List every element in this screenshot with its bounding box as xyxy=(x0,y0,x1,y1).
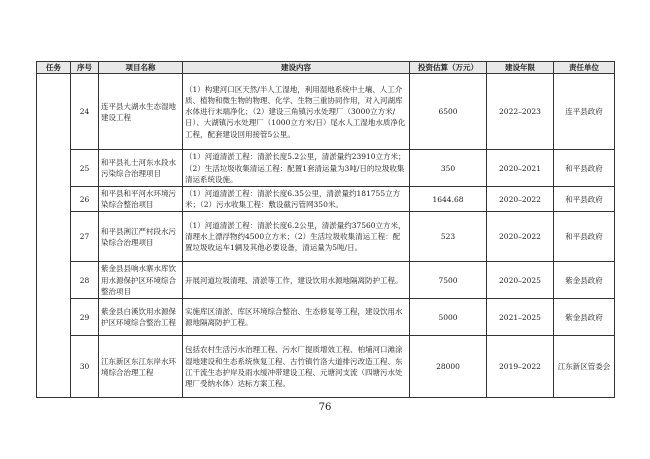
row-content: （1）河道清淤工程：清淤长度6.35公里，清淤量约181755立方米；（2）污水收集工程：敷设截污管网350米。 xyxy=(183,187,410,212)
row-content: （1）河道清淤工程：清淤长度6.2公里，清淤量约37560立方米，清理水上漂浮物约4500立方米；（2）生活垃圾收集清运工程：配置垃圾收运车1辆及其他必要设备，清运量为5吨/日。 xyxy=(183,212,410,262)
row-invest: 350 xyxy=(410,150,487,187)
table-row xyxy=(37,187,615,212)
page-number: 76 xyxy=(318,402,332,413)
row-content: 包括农村生活污水治理工程、污水厂提质增效工程、柏埔河口滩涂湿地建设和生态系统恢复工程、古竹镇竹洛大道排污改造工程、东江干流生态护岸及雨水缓冲带建设工程、元塘河支流（四塘污水处理厂受纳水体）达标方案工程。 xyxy=(183,336,410,398)
row-years: 2019–2022 xyxy=(487,336,554,398)
row-no: 26 xyxy=(71,187,99,212)
task-cell xyxy=(37,74,71,398)
row-no: 28 xyxy=(71,262,99,299)
header-content: 建设内容 xyxy=(183,62,410,74)
row-unit: 和平县政府 xyxy=(554,187,615,212)
row-name: 连平县大湖水生态湿地建设工程 xyxy=(99,74,183,150)
header-no: 序号 xyxy=(71,62,99,74)
row-years: 2021–2025 xyxy=(487,299,554,336)
row-years: 2020–2022 xyxy=(487,212,554,262)
table-row xyxy=(37,262,615,299)
header-name: 项目名称 xyxy=(99,62,183,74)
row-name: 江东新区东江东岸水环境综合治理工程 xyxy=(99,336,183,398)
row-invest: 6500 xyxy=(410,74,487,150)
row-unit: 连平县政府 xyxy=(554,74,615,150)
project-table xyxy=(36,61,615,398)
row-invest: 7500 xyxy=(410,262,487,299)
row-years: 2020–2025 xyxy=(487,262,554,299)
row-invest: 5000 xyxy=(410,299,487,336)
header-task: 任务 xyxy=(37,62,71,74)
row-years: 2022–2023 xyxy=(487,74,554,150)
row-invest: 28000 xyxy=(410,336,487,398)
table-row xyxy=(37,74,615,150)
table-row xyxy=(37,336,615,398)
row-no: 25 xyxy=(71,150,99,187)
row-unit: 和平县政府 xyxy=(554,150,615,187)
row-years: 2020–2022 xyxy=(487,187,554,212)
row-years: 2020–2021 xyxy=(487,150,554,187)
row-unit: 江东新区管委会 xyxy=(554,336,615,398)
row-content: 开展河道垃圾清理、清淤等工作，建设饮用水源地隔离防护工程。 xyxy=(183,262,410,299)
row-invest: 523 xyxy=(410,212,487,262)
row-no: 29 xyxy=(71,299,99,336)
row-name: 和平县和平河水环境污染综合整治项目 xyxy=(99,187,183,212)
row-name: 和平县浰江严村段水污染综合治理项目 xyxy=(99,212,183,262)
row-unit: 和平县政府 xyxy=(554,212,615,262)
table-row xyxy=(37,150,615,187)
header-unit: 责任单位 xyxy=(554,62,615,74)
row-name: 紫金县县响水寨水库饮用水源保护区环境综合整治项目 xyxy=(99,262,183,299)
row-no: 27 xyxy=(71,212,99,262)
row-content: （1）构建河口区天然/半人工湿地，利用湿地系统中土壤、人工介质、植物和微生物的物理、化学、生物三重协同作用，对入河湖库水体进行末端净化；（2）建设三角镇污水处理厂（3000立方米/日）、大湖镇污水处理厂（1000立方米/日）尾水人工湿地水质净化工程，配套建设回用接管5公里。 xyxy=(183,74,410,150)
row-name: 紫金县白溪饮用水源保护区环境综合整治工程 xyxy=(99,299,183,336)
table-row xyxy=(37,212,615,262)
row-unit: 紫金县政府 xyxy=(554,262,615,299)
row-content: 实施库区清淤、库区环境综合整治、生态修复等工程，建设饮用水源地隔离防护工程。 xyxy=(183,299,410,336)
row-invest: 1644.68 xyxy=(410,187,487,212)
row-no: 30 xyxy=(71,336,99,398)
row-content: （1）河道清淤工程：清淤长度5.2公里，清淤量约23910立方米；（2）生活垃圾收集清运工程：配置1套清运量为3吨/日的垃圾收集清运系统设施。 xyxy=(183,150,410,187)
table-row xyxy=(37,299,615,336)
header-years: 建设年限 xyxy=(487,62,554,74)
header-invest: 投资估算（万元） xyxy=(410,62,487,74)
table-header-row xyxy=(37,62,615,74)
row-unit: 紫金县政府 xyxy=(554,299,615,336)
row-no: 24 xyxy=(71,74,99,150)
row-name: 和平县礼士河东水段水污染综合治理项目 xyxy=(99,150,183,187)
